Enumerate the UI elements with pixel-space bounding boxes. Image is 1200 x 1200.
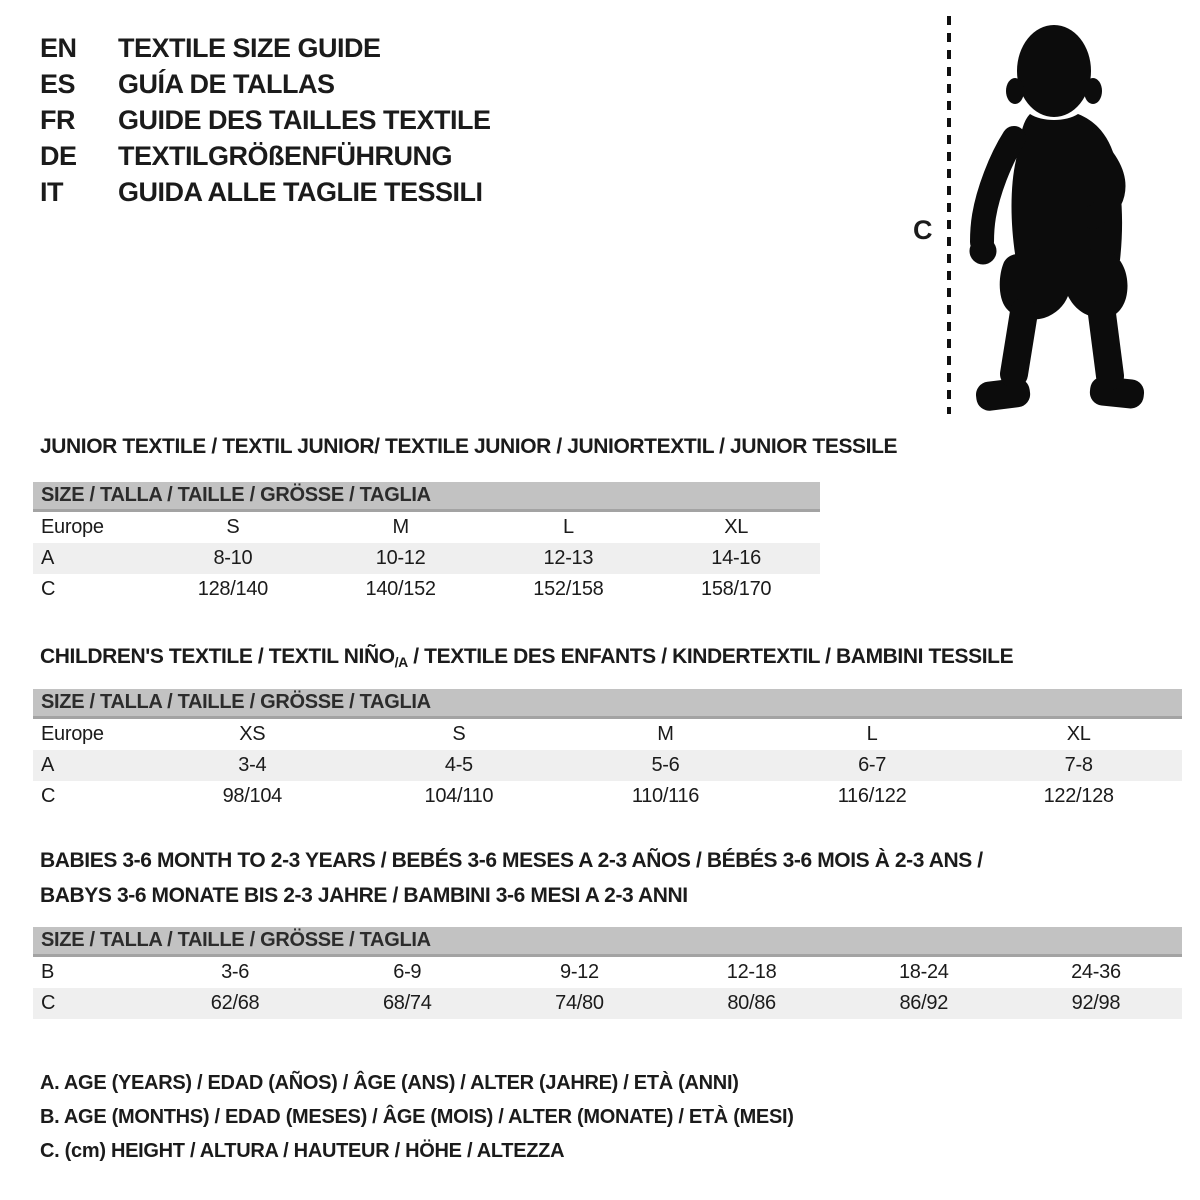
language-title: TEXTILE SIZE GUIDE xyxy=(118,32,381,63)
babies-size-table xyxy=(33,927,1182,1019)
babies-heading-line1: BABIES 3-6 MONTH TO 2-3 YEARS / BEBÉS 3-6 MESES A 2-3 AÑOS / BÉBÉS 3-6 MOIS À 2-3 ANS / xyxy=(40,849,983,872)
table-cell: S xyxy=(452,723,466,745)
table-cell: XS xyxy=(239,723,266,745)
table-cell: 3-6 xyxy=(221,961,250,983)
row-label: B xyxy=(41,961,55,983)
language-code: ES xyxy=(40,68,76,99)
table-cell: 18-24 xyxy=(898,961,949,983)
children-size-table xyxy=(33,689,1182,812)
row-label: Europe xyxy=(41,516,104,538)
language-row-en xyxy=(40,30,491,66)
table-cell: 3-4 xyxy=(238,754,267,776)
language-code: DE xyxy=(40,140,77,171)
table-cell: 7-8 xyxy=(1064,754,1093,776)
table-cell: M xyxy=(657,723,674,745)
table-row xyxy=(33,543,820,574)
table-cell: 6-9 xyxy=(393,961,422,983)
table-cell: 140/152 xyxy=(365,578,436,600)
table-row xyxy=(33,781,1182,812)
table-cell: 4-5 xyxy=(444,754,473,776)
table-cell: 74/80 xyxy=(555,992,604,1014)
size-header-bar: SIZE / TALLA / TAILLE / GRÖSSE / TAGLIA xyxy=(33,689,1182,719)
size-header-bar: SIZE / TALLA / TAILLE / GRÖSSE / TAGLIA xyxy=(33,927,1182,957)
row-label: A xyxy=(41,754,55,776)
table-cell: 128/140 xyxy=(197,578,268,600)
table-cell: 158/170 xyxy=(701,578,772,600)
table-cell: 104/110 xyxy=(424,785,494,807)
language-row-de xyxy=(40,138,491,174)
table-cell: L xyxy=(562,516,574,538)
footnotes xyxy=(40,1072,794,1174)
table-row xyxy=(33,750,1182,781)
table-cell: 110/116 xyxy=(631,785,700,807)
height-measure-label: C xyxy=(913,215,933,245)
table-cell: 14-16 xyxy=(711,547,761,569)
table-cell: 68/74 xyxy=(382,992,432,1014)
table-cell: 92/98 xyxy=(1071,992,1121,1014)
language-row-es xyxy=(40,66,491,102)
children-section-heading xyxy=(40,645,1013,670)
table-cell: 12-18 xyxy=(726,961,777,983)
table-cell: 6-7 xyxy=(858,754,887,776)
row-label: Europe xyxy=(41,723,104,745)
language-title-list xyxy=(40,30,491,210)
table-cell: 5-6 xyxy=(651,754,680,776)
language-code: IT xyxy=(40,176,63,207)
table-cell: 9-12 xyxy=(560,961,599,983)
babies-heading-line2: BABYS 3-6 MONATE BIS 2-3 JAHRE / BAMBINI 3-6 MESI A 2-3 ANNI xyxy=(40,884,688,907)
table-row xyxy=(33,719,1182,750)
table-cell: 122/128 xyxy=(1043,785,1114,807)
table-cell: S xyxy=(226,516,240,538)
height-measure-dashed-line xyxy=(947,16,951,414)
language-title: GUIDE DES TAILLES TEXTILE xyxy=(118,104,491,135)
table-cell: 24-36 xyxy=(1071,961,1121,983)
table-cell: 62/68 xyxy=(210,992,260,1014)
row-label: C xyxy=(41,785,56,807)
table-row xyxy=(33,957,1182,988)
children-heading-sub: /A xyxy=(394,654,408,670)
table-cell: XL xyxy=(1066,723,1091,745)
table-cell: 98/104 xyxy=(222,785,282,807)
language-code: EN xyxy=(40,32,77,63)
language-title: TEXTILGRÖßENFÜHRUNG xyxy=(118,140,452,171)
table-cell: XL xyxy=(724,516,749,538)
children-heading-part2: / TEXTILE DES ENFANTS / KINDERTEXTIL / BAMBINI TESSILE xyxy=(407,645,1014,668)
language-row-fr xyxy=(40,102,491,138)
table-cell: 12-13 xyxy=(543,547,594,569)
toddler-silhouette-image xyxy=(962,14,1148,416)
row-label: A xyxy=(41,547,55,569)
language-title: GUÍA DE TALLAS xyxy=(118,68,335,99)
table-cell: 116/122 xyxy=(837,785,907,807)
size-header-bar: SIZE / TALLA / TAILLE / GRÖSSE / TAGLIA xyxy=(33,482,820,512)
table-cell: 80/86 xyxy=(727,992,776,1014)
table-cell: L xyxy=(866,723,878,745)
language-title: GUIDA ALLE TAGLIE TESSILI xyxy=(118,176,483,207)
footnote-c: C. (cm) HEIGHT / ALTURA / HAUTEUR / HÖHE / ALTEZZA xyxy=(40,1140,565,1162)
table-row xyxy=(33,988,1182,1019)
language-row-it xyxy=(40,174,491,210)
junior-section-heading: JUNIOR TEXTILE / TEXTIL JUNIOR/ TEXTILE JUNIOR / JUNIORTEXTIL / JUNIOR TESSILE xyxy=(40,435,898,458)
table-row xyxy=(33,512,820,543)
table-cell: 10-12 xyxy=(375,547,426,569)
table-cell: 86/92 xyxy=(899,992,949,1014)
footnote-b: B. AGE (MONTHS) / EDAD (MESES) / ÂGE (MOIS) / ALTER (MONATE) / ETÀ (MESI) xyxy=(40,1106,794,1128)
language-code: FR xyxy=(40,104,75,135)
row-label: C xyxy=(41,992,56,1014)
table-cell: M xyxy=(392,516,409,538)
babies-section-heading xyxy=(40,849,983,908)
row-label: C xyxy=(41,578,56,600)
table-cell: 152/158 xyxy=(533,578,604,600)
table-cell: 8-10 xyxy=(213,547,253,569)
junior-size-table xyxy=(33,482,820,605)
table-row xyxy=(33,574,820,605)
children-heading-part1: CHILDREN'S TEXTILE / TEXTIL NIÑO xyxy=(40,645,395,668)
footnote-a: A. AGE (YEARS) / EDAD (AÑOS) / ÂGE (ANS) / ALTER (JAHRE) / ETÀ (ANNI) xyxy=(40,1072,739,1094)
